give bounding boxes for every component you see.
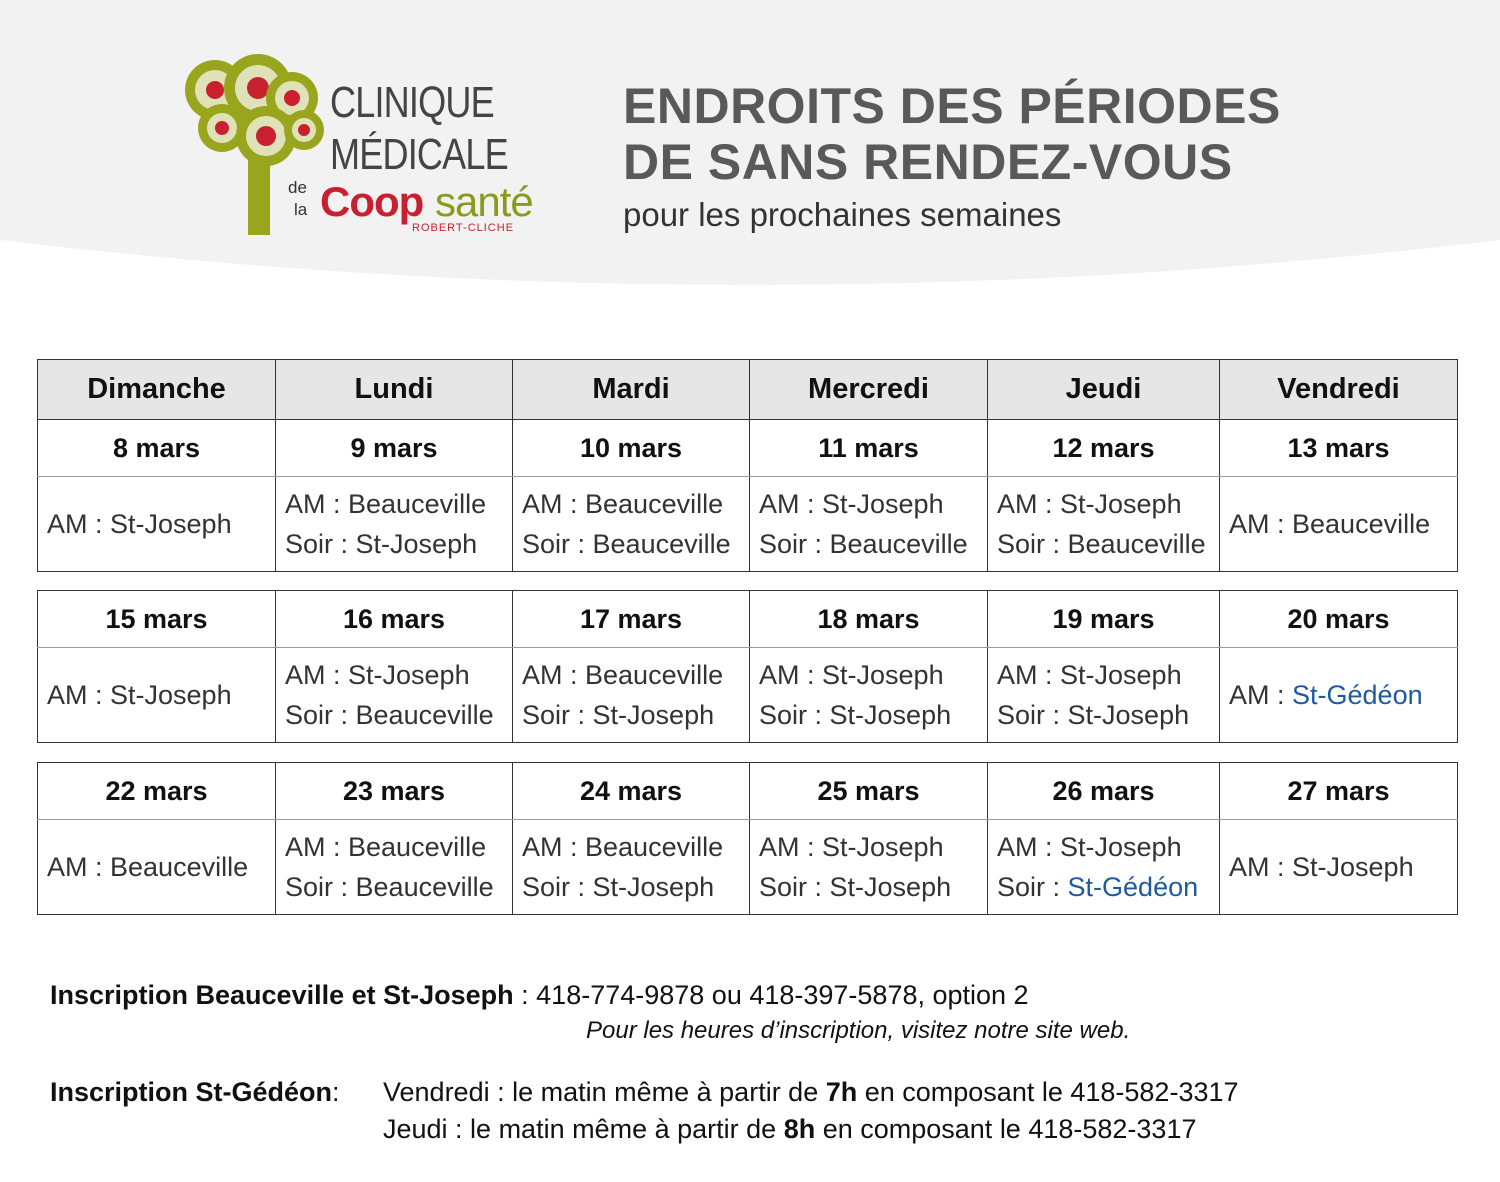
soir-line-location: St-Gédéon: [1067, 872, 1199, 902]
sg-line2-text-a: Jeudi : le matin même à partir de: [383, 1114, 784, 1144]
date-cell: 22 mars: [38, 763, 276, 820]
soir-line-label: Soir :: [285, 700, 356, 730]
title-line2: DE SANS RENDEZ-VOUS: [623, 134, 1233, 190]
soir-line: [522, 695, 749, 735]
day-header-row: [38, 360, 1458, 420]
soir-line: [759, 695, 987, 735]
registration-bs-note-text: Pour les heures d’inscription, visitez notre site web.: [586, 1017, 1131, 1044]
date-cell: 8 mars: [38, 420, 276, 477]
day-header: Mercredi: [750, 360, 988, 420]
soir-line-label: Soir :: [759, 700, 830, 730]
am-line-location: Beauceville: [585, 489, 724, 519]
registration-sg-line1: [383, 1077, 1239, 1108]
soir-line-location: Beauceville: [355, 872, 494, 902]
location-cell: [276, 477, 513, 572]
am-line-location: Beauceville: [348, 832, 487, 862]
am-line: [1229, 675, 1457, 715]
soir-line-location: Beauceville: [1067, 529, 1206, 559]
soir-line: [285, 867, 512, 907]
am-line-location: Beauceville: [585, 660, 724, 690]
day-header: Jeudi: [988, 360, 1220, 420]
am-line-location: Beauceville: [585, 832, 724, 862]
soir-line-location: St-Joseph: [1067, 700, 1190, 730]
am-line-label: AM :: [997, 832, 1061, 862]
soir-line: [285, 524, 512, 564]
location-cell: [988, 477, 1220, 572]
date-cell: 25 mars: [750, 763, 988, 820]
schedule-table-week-3: [37, 762, 1458, 915]
am-line: [997, 827, 1219, 867]
soir-line: [759, 867, 987, 907]
day-header: Lundi: [276, 360, 513, 420]
logo-robert-cliche: ROBERT-CLICHE: [412, 222, 515, 234]
registration-bs-note: [586, 1017, 1130, 1045]
location-cell: [1220, 648, 1458, 743]
am-line: [759, 484, 987, 524]
soir-line-location: St-Joseph: [592, 872, 715, 902]
soir-line-label: Soir :: [522, 872, 593, 902]
am-line-location: Beauceville: [1292, 509, 1431, 539]
am-line: [285, 827, 512, 867]
am-line: [285, 484, 512, 524]
location-cell: [1220, 820, 1458, 915]
date-cell: 10 mars: [513, 420, 750, 477]
date-cell: 16 mars: [276, 591, 513, 648]
schedule-table-week-1: [37, 359, 1458, 572]
am-line-label: AM :: [522, 489, 586, 519]
am-line: [522, 827, 749, 867]
am-line: [759, 655, 987, 695]
am-line: [522, 484, 749, 524]
date-row: [38, 763, 1458, 820]
am-line: [997, 484, 1219, 524]
soir-line-location: Beauceville: [829, 529, 968, 559]
am-line: [1229, 504, 1457, 544]
soir-line-label: Soir :: [759, 872, 830, 902]
day-header: Vendredi: [1220, 360, 1458, 420]
location-cell: [513, 820, 750, 915]
registration-bs-phones: 418-774-9878 ou 418-397-5878, option 2: [536, 980, 1029, 1010]
logo-de: de: [288, 178, 307, 197]
date-cell: 27 mars: [1220, 763, 1458, 820]
soir-line: [522, 524, 749, 564]
soir-line: [997, 867, 1219, 907]
am-line-label: AM :: [522, 832, 586, 862]
am-line: [1229, 847, 1457, 887]
day-header: Dimanche: [38, 360, 276, 420]
location-row: [38, 477, 1458, 572]
sg-line2-text-b: en composant le 418-582-3317: [815, 1114, 1197, 1144]
sg-line1-text-a: Vendredi : le matin même à partir de: [383, 1077, 826, 1107]
am-line-location: St-Joseph: [822, 489, 944, 519]
soir-line-label: Soir :: [997, 529, 1068, 559]
location-cell: [38, 648, 276, 743]
soir-line-location: St-Joseph: [355, 529, 478, 559]
soir-line-label: Soir :: [997, 700, 1068, 730]
soir-line-location: Beauceville: [355, 700, 494, 730]
am-line: [47, 847, 275, 887]
date-row: [38, 591, 1458, 648]
tree-logo-icon: [180, 50, 340, 240]
soir-line-label: Soir :: [997, 872, 1068, 902]
soir-line: [997, 695, 1219, 735]
am-line-label: AM :: [997, 660, 1061, 690]
am-line-label: AM :: [285, 489, 349, 519]
schedule-table-week-2: [37, 590, 1458, 743]
am-line-label: AM :: [759, 489, 823, 519]
logo-line1: CLINIQUE: [330, 78, 494, 127]
soir-line-label: Soir :: [522, 529, 593, 559]
date-row: [38, 420, 1458, 477]
am-line-label: AM :: [522, 660, 586, 690]
am-line-label: AM :: [47, 509, 111, 539]
am-line: [997, 655, 1219, 695]
soir-line-label: Soir :: [285, 872, 356, 902]
location-cell: [750, 820, 988, 915]
soir-line-location: Beauceville: [592, 529, 731, 559]
am-line-location: Beauceville: [348, 489, 487, 519]
logo-coop: Coop: [320, 178, 424, 225]
location-cell: [38, 477, 276, 572]
am-line-location: St-Joseph: [1292, 852, 1414, 882]
registration-sg-separator: :: [332, 1077, 340, 1107]
logo-la: la: [294, 200, 308, 219]
location-cell: [276, 648, 513, 743]
registration-sg: [50, 1077, 340, 1108]
location-cell: [750, 648, 988, 743]
am-line-label: AM :: [1229, 852, 1293, 882]
soir-line-label: Soir :: [522, 700, 593, 730]
am-line-location: St-Gédéon: [1292, 680, 1423, 710]
logo-sante: santé: [435, 178, 533, 225]
am-line-location: St-Joseph: [348, 660, 470, 690]
location-cell: [276, 820, 513, 915]
am-line: [47, 504, 275, 544]
am-line: [759, 827, 987, 867]
registration-bs: [50, 980, 1029, 1011]
clinic-logo: [180, 50, 550, 250]
sg-line2-time: 8h: [783, 1114, 816, 1144]
registration-sg-line2: [383, 1114, 1196, 1145]
location-cell: [513, 477, 750, 572]
title-line1: ENDROITS DES PÉRIODES: [623, 78, 1281, 134]
sg-line1-time: 7h: [825, 1077, 858, 1107]
location-cell: [750, 477, 988, 572]
am-line-label: AM :: [285, 832, 349, 862]
sg-line1-text-b: en composant le 418-582-3317: [857, 1077, 1239, 1107]
am-line-location: St-Joseph: [110, 509, 232, 539]
date-cell: 19 mars: [988, 591, 1220, 648]
date-cell: 23 mars: [276, 763, 513, 820]
am-line-location: St-Joseph: [822, 660, 944, 690]
am-line-label: AM :: [285, 660, 349, 690]
date-cell: 24 mars: [513, 763, 750, 820]
am-line-label: AM :: [997, 489, 1061, 519]
location-cell: [988, 820, 1220, 915]
date-cell: 20 mars: [1220, 591, 1458, 648]
location-row: [38, 820, 1458, 915]
day-header: Mardi: [513, 360, 750, 420]
date-cell: 12 mars: [988, 420, 1220, 477]
location-cell: [513, 648, 750, 743]
date-cell: 9 mars: [276, 420, 513, 477]
registration-sg-label: Inscription St-Gédéon: [50, 1077, 333, 1107]
am-line-location: St-Joseph: [1060, 660, 1182, 690]
location-cell: [988, 648, 1220, 743]
am-line-label: AM :: [47, 680, 111, 710]
am-line: [522, 655, 749, 695]
am-line-location: St-Joseph: [822, 832, 944, 862]
location-cell: [1220, 477, 1458, 572]
date-cell: 26 mars: [988, 763, 1220, 820]
am-line-label: AM :: [1229, 509, 1293, 539]
date-cell: 15 mars: [38, 591, 276, 648]
date-cell: 17 mars: [513, 591, 750, 648]
soir-line-location: St-Joseph: [829, 700, 952, 730]
soir-line-location: St-Joseph: [592, 700, 715, 730]
page-title: [623, 78, 1281, 190]
date-cell: 18 mars: [750, 591, 988, 648]
am-line-label: AM :: [759, 832, 823, 862]
logo-line2: MÉDICALE: [330, 130, 508, 179]
soir-line-location: St-Joseph: [829, 872, 952, 902]
page-subtitle: pour les prochaines semaines: [623, 196, 1062, 233]
registration-bs-separator: :: [513, 980, 537, 1010]
location-cell: [38, 820, 276, 915]
am-line-location: St-Joseph: [110, 680, 232, 710]
soir-line-label: Soir :: [285, 529, 356, 559]
soir-line: [759, 524, 987, 564]
am-line-location: St-Joseph: [1060, 832, 1182, 862]
registration-bs-label: Inscription Beauceville et St-Joseph: [50, 980, 514, 1010]
am-line: [47, 675, 275, 715]
am-line-label: AM :: [47, 852, 111, 882]
am-line-label: AM :: [759, 660, 823, 690]
soir-line: [285, 695, 512, 735]
am-line-location: St-Joseph: [1060, 489, 1182, 519]
soir-line: [997, 524, 1219, 564]
am-line: [285, 655, 512, 695]
location-row: [38, 648, 1458, 743]
date-cell: 11 mars: [750, 420, 988, 477]
date-cell: 13 mars: [1220, 420, 1458, 477]
soir-line: [522, 867, 749, 907]
am-line-label: AM :: [1229, 680, 1293, 710]
soir-line-label: Soir :: [759, 529, 830, 559]
am-line-location: Beauceville: [110, 852, 249, 882]
